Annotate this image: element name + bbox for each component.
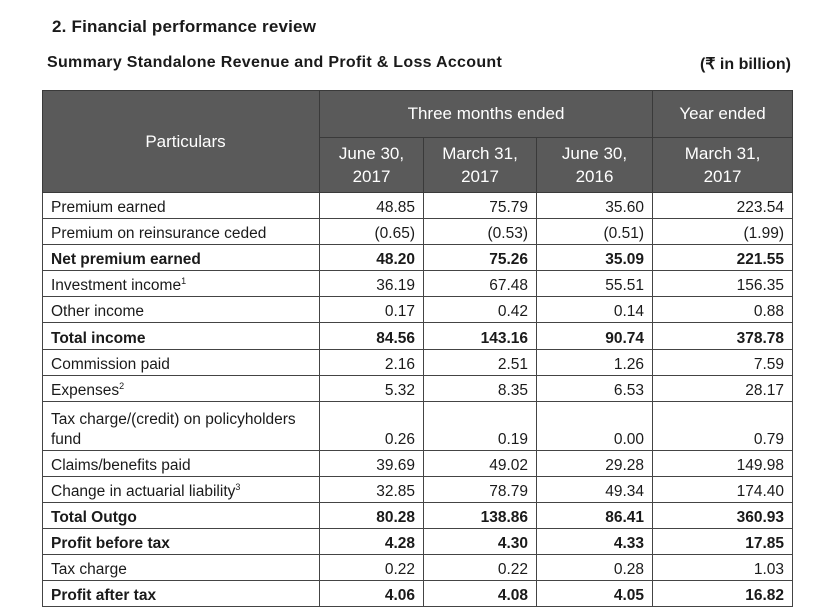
table-row	[43, 297, 793, 323]
row-label: Premium earned	[43, 193, 320, 219]
cell-value: 35.09	[537, 245, 653, 271]
row-label: Change in actuarial liability$^3$	[43, 476, 320, 502]
row-label: Profit before tax	[43, 529, 320, 555]
cell-value: 90.74	[537, 323, 653, 349]
cell-value: 0.22	[320, 555, 424, 581]
cell-value: 48.85	[320, 193, 424, 219]
cell-value: (0.51)	[537, 219, 653, 245]
cell-value: 0.26	[320, 401, 424, 450]
table-row	[43, 219, 793, 245]
cell-value: 0.14	[537, 297, 653, 323]
row-label: Tax charge	[43, 555, 320, 581]
cell-value: 4.28	[320, 529, 424, 555]
cell-value: (1.99)	[653, 219, 793, 245]
cell-value: 16.82	[653, 581, 793, 607]
cell-value: 39.69	[320, 450, 424, 476]
footnote-marker: 1	[181, 276, 187, 287]
cell-value: 0.17	[320, 297, 424, 323]
cell-value: 4.08	[424, 581, 537, 607]
cell-value: 75.26	[424, 245, 537, 271]
cell-value: 221.55	[653, 245, 793, 271]
cell-value: 78.79	[424, 476, 537, 502]
cell-value: 0.88	[653, 297, 793, 323]
table-row	[43, 476, 793, 502]
cell-value: 4.05	[537, 581, 653, 607]
cell-value: 1.03	[653, 555, 793, 581]
column-header: March 31, 2017	[653, 138, 793, 193]
cell-value: 143.16	[424, 323, 537, 349]
section-title: 2. Financial performance review	[52, 17, 317, 36]
table-row	[43, 193, 793, 219]
cell-value: 84.56	[320, 323, 424, 349]
cell-value: 4.06	[320, 581, 424, 607]
cell-value: 4.33	[537, 529, 653, 555]
table-row	[43, 401, 793, 450]
cell-value: 28.17	[653, 375, 793, 401]
cell-value: 29.28	[537, 450, 653, 476]
footnote-marker: 2	[119, 380, 125, 391]
row-label: Profit after tax	[43, 581, 320, 607]
table-row	[43, 375, 793, 401]
row-label: Claims/benefits paid	[43, 450, 320, 476]
cell-value: 4.30	[424, 529, 537, 555]
table-row	[43, 245, 793, 271]
column-header: June 30, 2016	[537, 138, 653, 193]
row-label: Net premium earned	[43, 245, 320, 271]
cell-value: 75.79	[424, 193, 537, 219]
table-row	[43, 555, 793, 581]
cell-value: 174.40	[653, 476, 793, 502]
cell-value: 223.54	[653, 193, 793, 219]
cell-value: 6.53	[537, 375, 653, 401]
row-label: Total Outgo	[43, 502, 320, 528]
cell-value: 0.19	[424, 401, 537, 450]
financial-summary-table	[42, 90, 793, 607]
cell-value: 5.32	[320, 375, 424, 401]
table-subtitle: Summary Standalone Revenue and Profit & Loss Account	[47, 54, 503, 71]
table-row	[43, 323, 793, 349]
year-ended-header: Year ended	[653, 91, 793, 138]
cell-value: 49.34	[537, 476, 653, 502]
column-header: March 31, 2017	[424, 138, 537, 193]
cell-value: (0.53)	[424, 219, 537, 245]
cell-value: 36.19	[320, 271, 424, 297]
cell-value: 32.85	[320, 476, 424, 502]
cell-value: 156.35	[653, 271, 793, 297]
cell-value: 2.51	[424, 349, 537, 375]
cell-value: 0.42	[424, 297, 537, 323]
three-months-header: Three months ended	[320, 91, 653, 138]
column-header: June 30, 2017	[320, 138, 424, 193]
cell-value: 7.59	[653, 349, 793, 375]
row-label: Expenses$^2$	[43, 375, 320, 401]
table-row	[43, 349, 793, 375]
cell-value: 378.78	[653, 323, 793, 349]
cell-value: 8.35	[424, 375, 537, 401]
cell-value: 80.28	[320, 502, 424, 528]
cell-value: 0.28	[537, 555, 653, 581]
table-row	[43, 502, 793, 528]
cell-value: 17.85	[653, 529, 793, 555]
table-row	[43, 581, 793, 607]
row-label: Commission paid	[43, 349, 320, 375]
cell-value: 49.02	[424, 450, 537, 476]
cell-value: 0.22	[424, 555, 537, 581]
row-label: Investment income$^1$	[43, 271, 320, 297]
row-label: Other income	[43, 297, 320, 323]
cell-value: 360.93	[653, 502, 793, 528]
row-label: Premium on reinsurance ceded	[43, 219, 320, 245]
cell-value: (0.65)	[320, 219, 424, 245]
cell-value: 67.48	[424, 271, 537, 297]
unit-note: (₹ in billion)	[699, 56, 791, 73]
cell-value: 138.86	[424, 502, 537, 528]
cell-value: 48.20	[320, 245, 424, 271]
cell-value: 35.60	[537, 193, 653, 219]
row-label: Total income	[43, 323, 320, 349]
table-row	[43, 450, 793, 476]
table-row	[43, 271, 793, 297]
cell-value: 1.26	[537, 349, 653, 375]
cell-value: 0.79	[653, 401, 793, 450]
cell-value: 149.98	[653, 450, 793, 476]
particulars-header: Particulars	[43, 91, 320, 193]
footnote-marker: 3	[235, 481, 241, 492]
row-label: Tax charge/(credit) on policyholders fund	[43, 401, 320, 450]
cell-value: 2.16	[320, 349, 424, 375]
cell-value: 55.51	[537, 271, 653, 297]
cell-value: 86.41	[537, 502, 653, 528]
cell-value: 0.00	[537, 401, 653, 450]
table-row	[43, 529, 793, 555]
